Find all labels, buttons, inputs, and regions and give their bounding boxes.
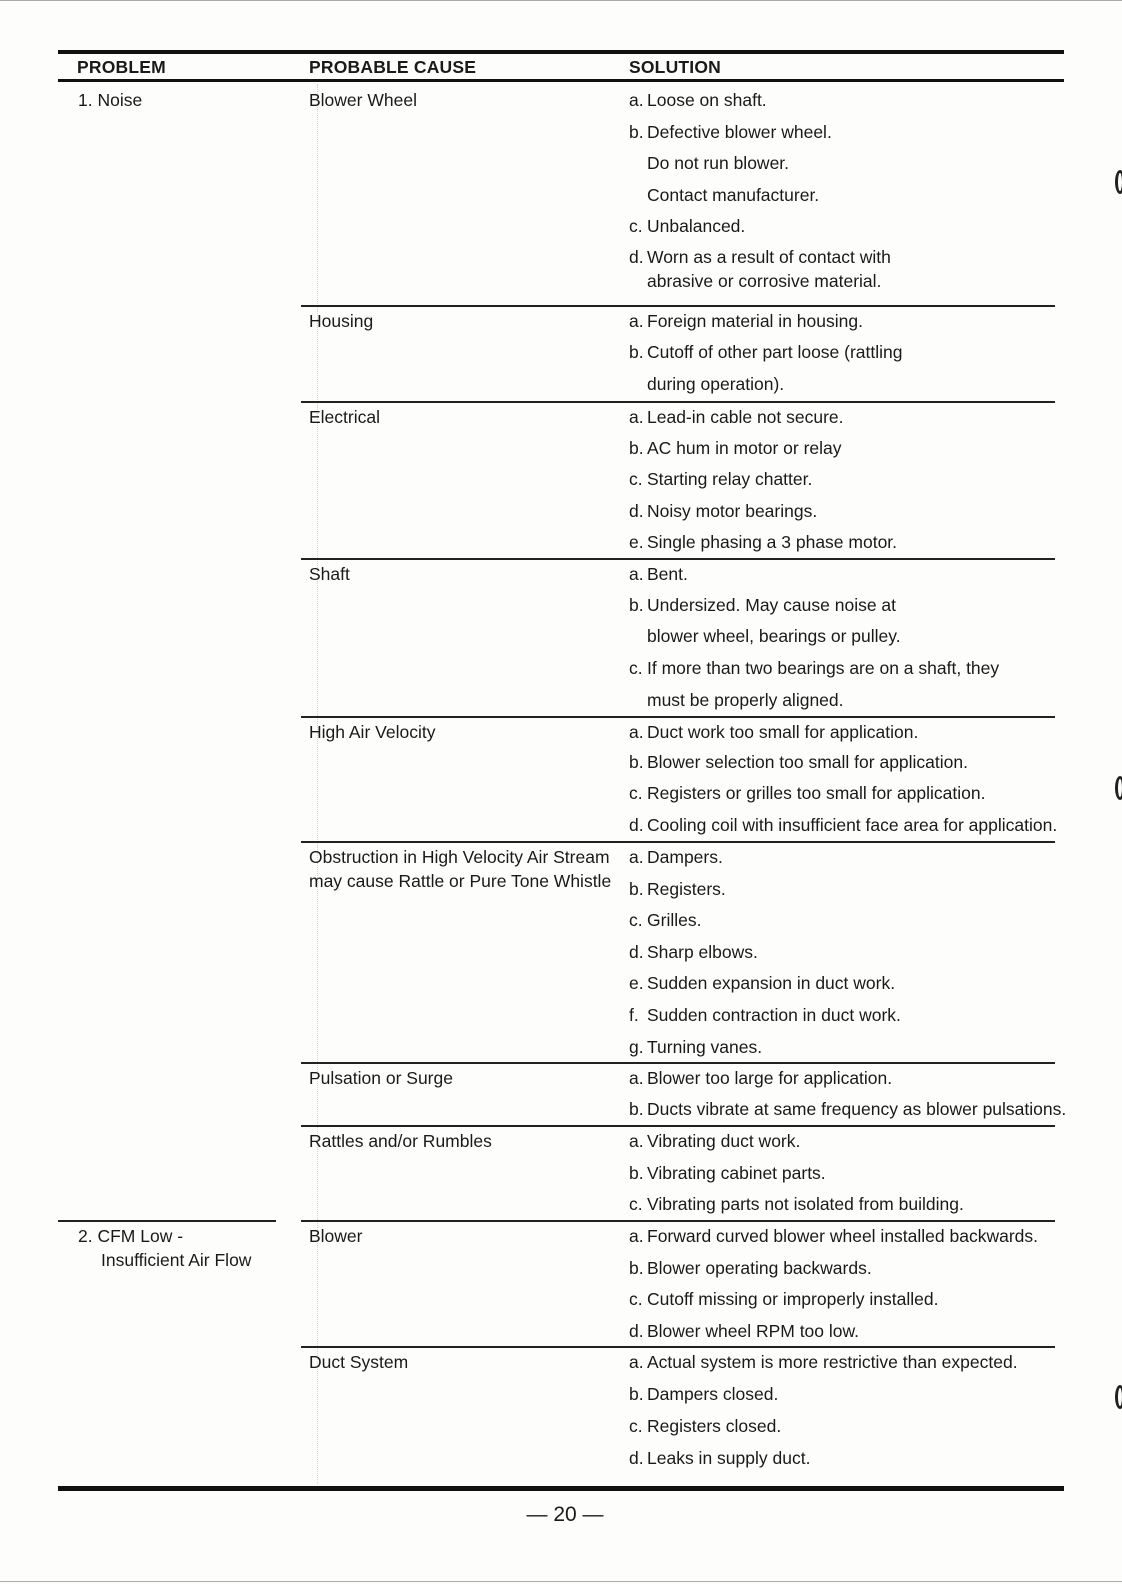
solution-item: Blower operating backwards. <box>647 1258 872 1278</box>
header-rule <box>58 79 1064 82</box>
cause-label: Blower Wheel <box>309 90 417 110</box>
solution-item: Dampers closed. <box>647 1384 779 1404</box>
cause-label: Electrical <box>309 407 380 427</box>
solution-item: during operation). <box>647 374 785 394</box>
solution-item: Forward curved blower wheel installed backwards. <box>647 1226 1039 1246</box>
binder-hole-mark <box>1115 776 1122 800</box>
solution-letter: a. <box>629 311 644 331</box>
solution-item: Sudden contraction in duct work. <box>647 1005 901 1025</box>
solution-item: Undersized. May cause noise at <box>647 595 897 615</box>
solution-item: AC hum in motor or relay <box>647 438 842 458</box>
solution-item: Cutoff missing or improperly installed. <box>647 1289 939 1309</box>
solution-item: Bent. <box>647 564 688 584</box>
solution-item: Turning vanes. <box>647 1037 763 1057</box>
row-separator <box>301 1220 1055 1222</box>
solution-item: Contact manufacturer. <box>647 184 820 205</box>
solution-item: Duct work too small for application. <box>647 722 919 742</box>
table-bottom-rule <box>58 1486 1064 1491</box>
solution-item: Blower too large for application. <box>647 1068 893 1088</box>
solution-letter: d. <box>629 1321 644 1341</box>
row-separator <box>301 558 1055 560</box>
binder-hole-mark <box>1115 1385 1122 1409</box>
solution-letter: a. <box>629 1068 644 1088</box>
binder-hole-mark <box>1115 170 1122 194</box>
solution-item: blower wheel, bearings or pulley. <box>647 626 901 646</box>
solution-letter: d. <box>629 247 644 267</box>
solution-item: Unbalanced. <box>647 216 746 236</box>
solution-letter: e. <box>629 973 644 993</box>
solution-item: If more than two bearings are on a shaft, they <box>647 658 1000 678</box>
solution-letter: c. <box>629 783 643 803</box>
solution-item: Vibrating parts not isolated from building. <box>647 1194 964 1214</box>
solution-letter: b. <box>629 1099 644 1119</box>
solution-item: must be properly aligned. <box>647 690 844 710</box>
solution-letter: b. <box>629 752 644 772</box>
problem-label-line2: Insufficient Air Flow <box>101 1250 252 1270</box>
solution-letter: a. <box>629 407 644 427</box>
row-separator <box>301 401 1055 403</box>
solution-item: Noisy motor bearings. <box>647 501 818 521</box>
solution-letter: c. <box>629 1416 643 1436</box>
solution-item: Defective blower wheel. <box>647 121 832 142</box>
problem-separator <box>58 1220 276 1222</box>
solution-letter: c. <box>629 658 643 678</box>
row-separator <box>301 1346 1055 1348</box>
header-probable-cause: PROBABLE CAUSE <box>309 57 477 77</box>
problem-label: 2. CFM Low - <box>78 1226 184 1246</box>
cause-label: Rattles and/or Rumbles <box>309 1131 492 1151</box>
solution-item: Actual system is more restrictive than expected. <box>647 1352 1018 1372</box>
solution-letter: d. <box>629 501 644 521</box>
solution-letter: a. <box>629 1131 644 1151</box>
row-separator <box>301 716 1055 718</box>
header-solution: SOLUTION <box>629 57 722 77</box>
solution-letter: g. <box>629 1037 644 1057</box>
solution-letter: c. <box>629 1289 643 1309</box>
row-separator <box>301 305 1055 307</box>
row-separator <box>301 1125 1055 1127</box>
solution-item: Leaks in supply duct. <box>647 1448 811 1468</box>
solution-item: Single phasing a 3 phase motor. <box>647 532 898 552</box>
solution-letter: b. <box>629 595 644 615</box>
solution-letter: c. <box>629 469 643 489</box>
column-guide <box>317 84 318 1484</box>
solution-letter: e. <box>629 532 644 552</box>
solution-item: Worn as a result of contact with <box>647 247 891 267</box>
cause-label: Pulsation or Surge <box>309 1068 453 1088</box>
solution-letter: a. <box>629 1352 644 1372</box>
solution-letter: b. <box>629 438 644 458</box>
solution-item: Sharp elbows. <box>647 942 758 962</box>
solution-letter: a. <box>629 847 644 867</box>
solution-letter: a. <box>629 90 644 110</box>
solution-letter: d. <box>629 1448 644 1468</box>
cause-label: High Air Velocity <box>309 722 436 742</box>
solution-item: Dampers. <box>647 847 723 867</box>
solution-letter: b. <box>629 1258 644 1278</box>
solution-item: Foreign material in housing. <box>647 311 863 331</box>
cause-label: Obstruction in High Velocity Air Stream <box>309 847 610 867</box>
cause-label: Shaft <box>309 564 350 584</box>
solution-letter: f. <box>629 1005 639 1025</box>
solution-item: Lead-in cable not secure. <box>647 407 844 427</box>
solution-item: Do not run blower. <box>647 153 790 173</box>
solution-item: Grilles. <box>647 910 702 930</box>
solution-letter: c. <box>629 216 643 236</box>
solution-letter: b. <box>629 1384 644 1404</box>
solution-letter: b. <box>629 342 644 362</box>
solution-item: Registers closed. <box>647 1416 782 1436</box>
solution-letter: c. <box>629 1194 643 1214</box>
solution-item: Vibrating duct work. <box>647 1131 801 1151</box>
solution-letter: a. <box>629 722 644 742</box>
solution-item: Registers. <box>647 879 726 899</box>
row-separator <box>301 1062 1055 1064</box>
header-problem: PROBLEM <box>77 57 166 77</box>
cause-label: Housing <box>309 311 374 331</box>
cause-label: Duct System <box>309 1352 409 1372</box>
solution-item: Blower wheel RPM too low. <box>647 1321 860 1341</box>
solution-letter: b. <box>629 1163 644 1183</box>
solution-letter: c. <box>629 910 643 930</box>
solution-letter: b. <box>629 121 644 142</box>
solution-letter: b. <box>629 879 644 899</box>
solution-item: Blower selection too small for application. <box>647 752 968 772</box>
solution-item: Registers or grilles too small for application. <box>647 783 986 803</box>
solution-item: abrasive or corrosive material. <box>647 271 882 291</box>
solution-letter: a. <box>629 564 644 584</box>
scan-edge-bottom <box>0 1581 1122 1582</box>
page-number: — 20 — <box>526 1503 604 1526</box>
problem-label: 1. Noise <box>78 90 143 110</box>
solution-item: Cooling coil with insufficient face area for application. <box>647 815 1058 835</box>
table-top-rule <box>58 50 1064 54</box>
solution-item: Vibrating cabinet parts. <box>647 1163 826 1183</box>
solution-item: Loose on shaft. <box>647 90 767 110</box>
solution-letter: d. <box>629 942 644 962</box>
cause-label: Blower <box>309 1226 363 1246</box>
solution-letter: d. <box>629 815 644 835</box>
solution-letter: a. <box>629 1226 644 1246</box>
scan-edge-top <box>0 0 1122 1</box>
cause-label-line2: may cause Rattle or Pure Tone Whistle <box>309 871 612 891</box>
solution-item: Cutoff of other part loose (rattling <box>647 342 903 362</box>
solution-item: Starting relay chatter. <box>647 469 813 489</box>
row-separator <box>301 841 1055 843</box>
solution-item: Ducts vibrate at same frequency as blower pulsations. <box>647 1099 1067 1119</box>
solution-item: Sudden expansion in duct work. <box>647 973 896 993</box>
